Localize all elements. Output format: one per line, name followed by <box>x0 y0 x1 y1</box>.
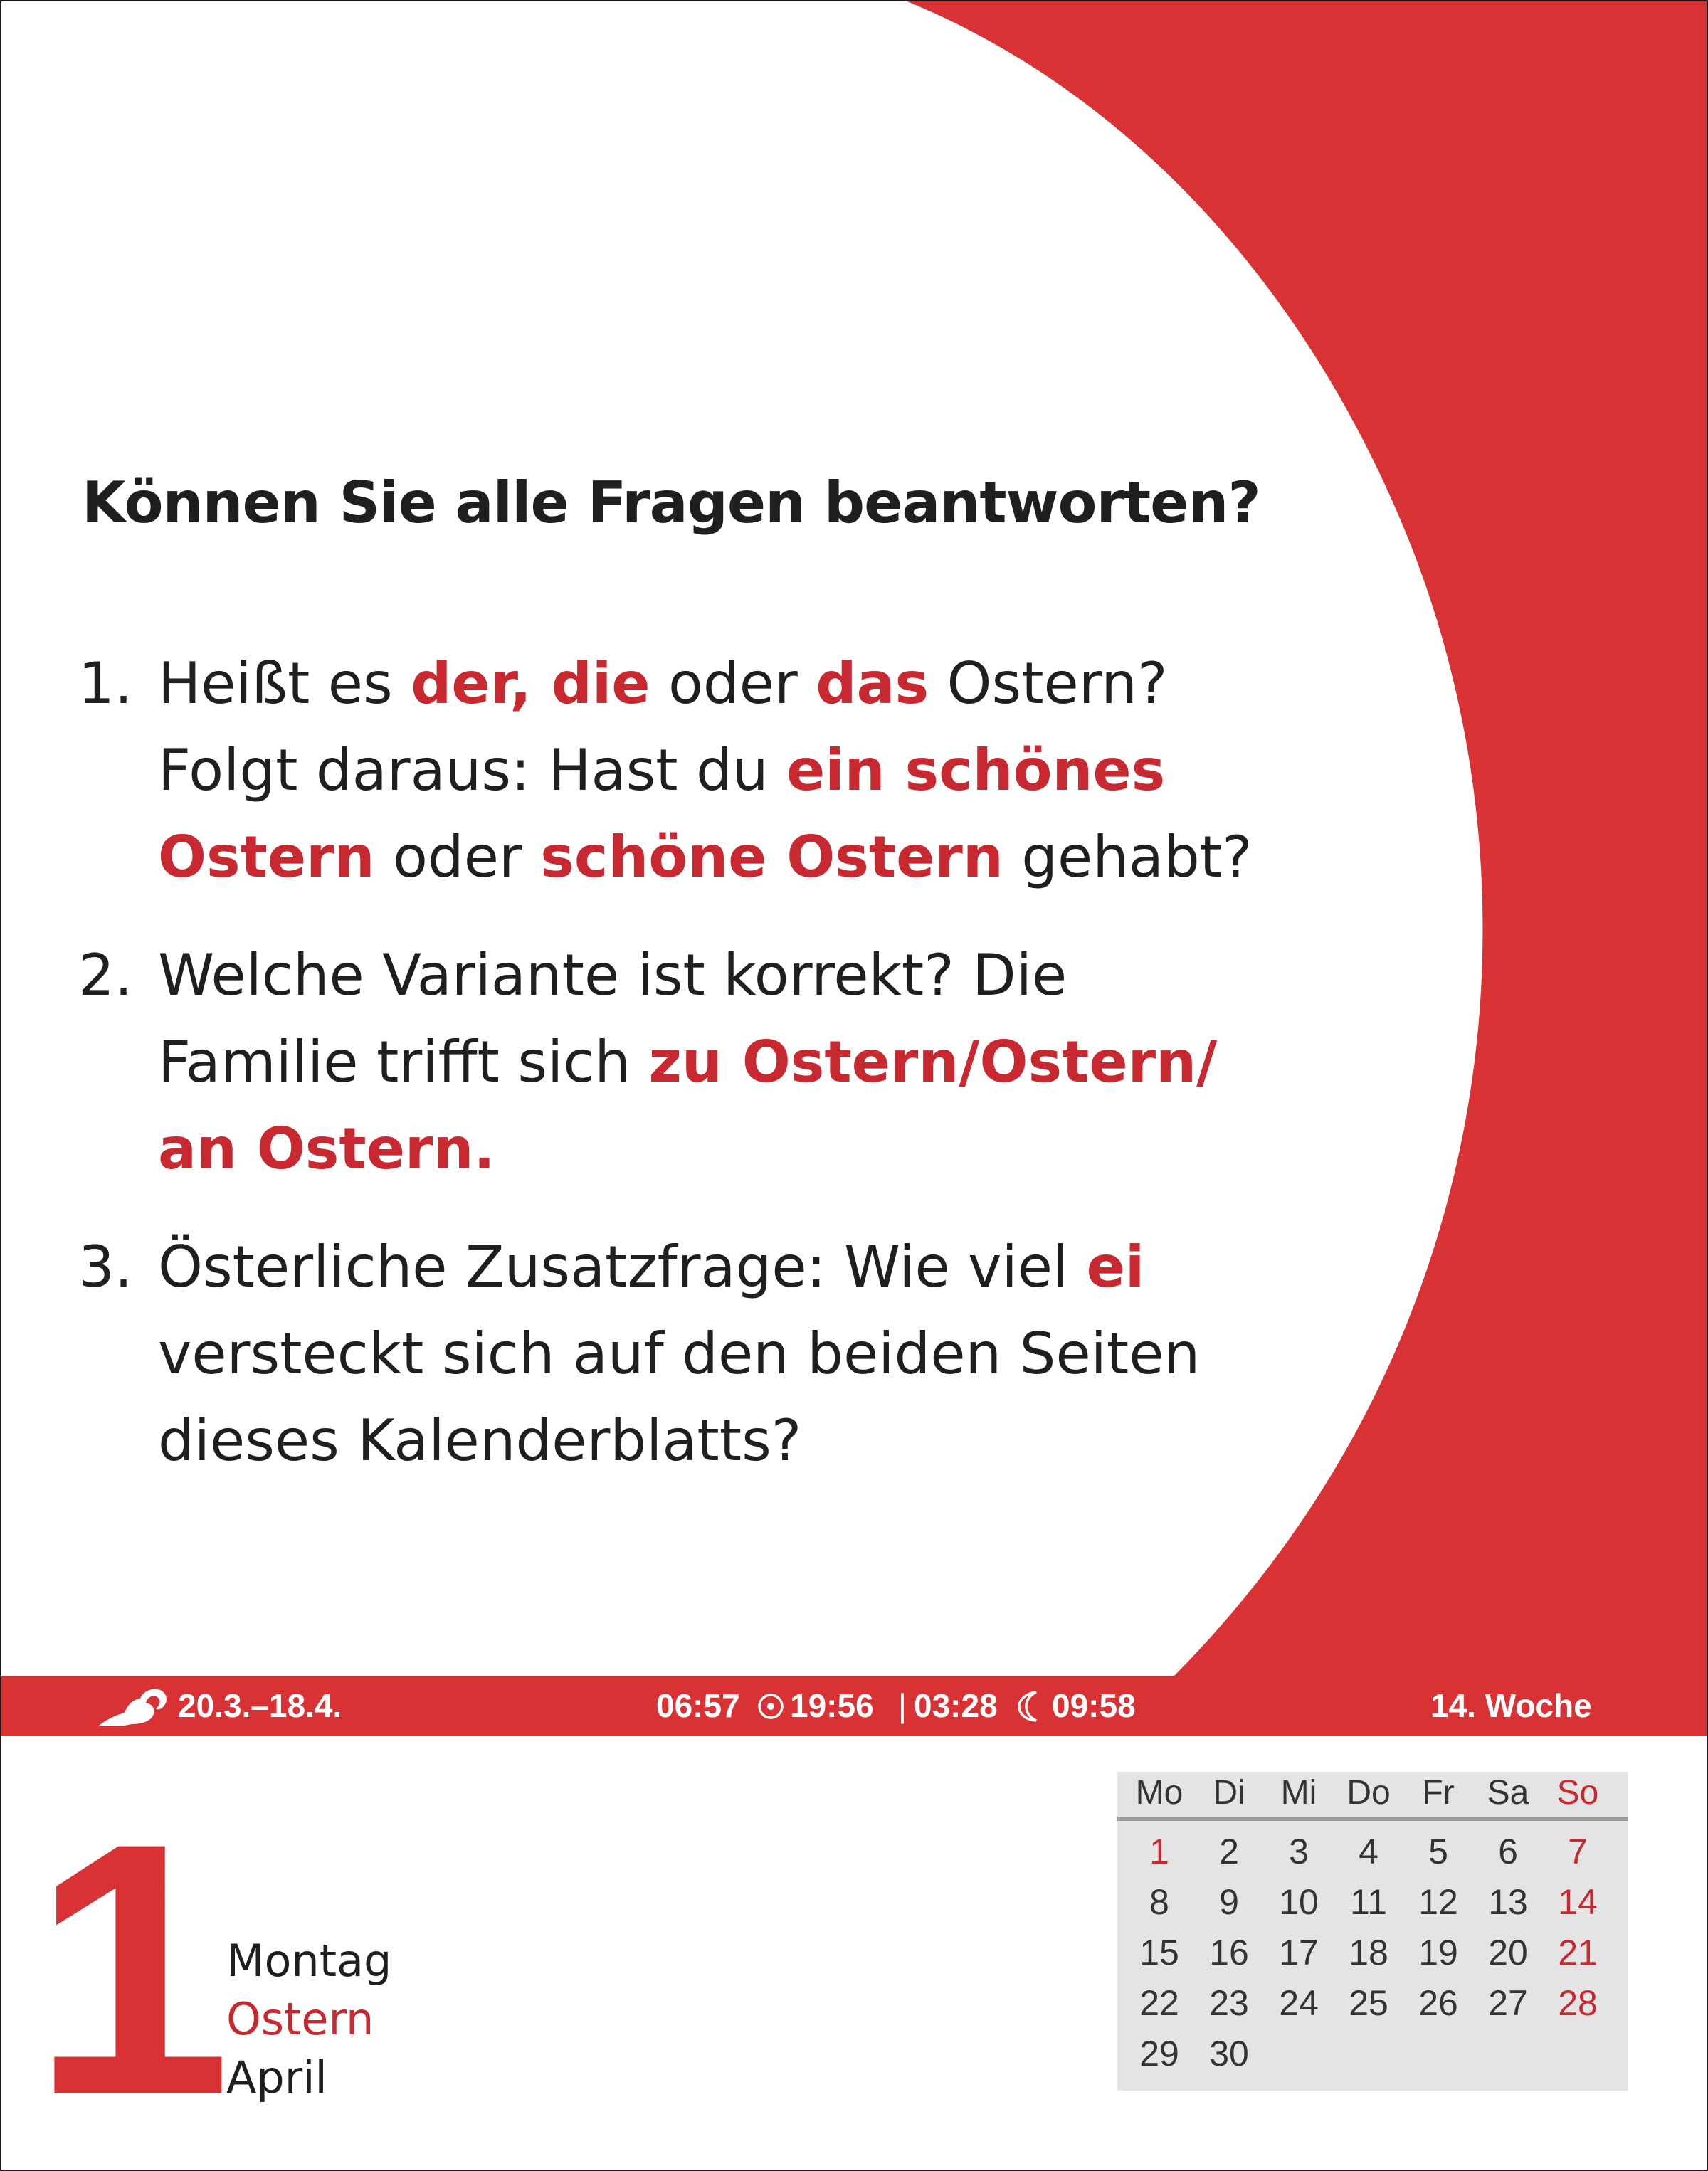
emphasis-text: das <box>816 650 929 717</box>
crescent-moon-icon <box>1018 1690 1042 1723</box>
info-bar <box>0 1676 1708 1736</box>
info-separator: | <box>898 1687 907 1724</box>
question-line <box>78 932 1217 1019</box>
question-text: Österliche Zusatzfrage: Wie viel <box>158 1234 1087 1300</box>
question-text: Folgt daraus: Hast du <box>158 737 786 803</box>
weekday-header: Sa <box>1487 1774 1529 1812</box>
question-text: Familie trifft sich <box>158 1029 649 1095</box>
calendar-day: 11 <box>1350 1882 1387 1922</box>
week-number: 14. Woche <box>1430 1687 1592 1724</box>
question-line <box>78 1224 1200 1311</box>
calendar-day: 20 <box>1488 1933 1528 1972</box>
calendar-day: 28 <box>1558 1983 1598 2023</box>
question-number: 2. <box>78 942 133 1008</box>
calendar-day: 9 <box>1219 1882 1239 1922</box>
weekday-header: Fr <box>1422 1774 1455 1812</box>
calendar-day: 24 <box>1279 1983 1319 2023</box>
zodiac-date-range: 20.3.–18.4. <box>178 1687 342 1724</box>
month-label: April <box>226 2051 327 2103</box>
ram-icon <box>96 1684 170 1728</box>
question-text: Heißt es <box>158 650 411 717</box>
emphasis-text: ein schönes <box>786 737 1166 803</box>
weekday-header: Mo <box>1135 1774 1184 1812</box>
calendar-day: 26 <box>1418 1983 1458 2023</box>
moonset-time: 09:58 <box>1052 1687 1136 1724</box>
sun-icon <box>757 1693 784 1720</box>
calendar-day: 23 <box>1209 1983 1249 2023</box>
weekday-header: So <box>1556 1774 1599 1812</box>
calendar-day: 14 <box>1558 1882 1598 1922</box>
question-number: 3. <box>78 1234 133 1300</box>
calendar-day: 3 <box>1289 1832 1309 1871</box>
question-2 <box>78 932 1217 1193</box>
calendar-day: 1 <box>1149 1832 1169 1871</box>
emphasis-text: der, die <box>411 650 650 717</box>
mini-calendar-divider <box>1117 1817 1628 1821</box>
mini-calendar <box>1117 1772 1628 2091</box>
mini-calendar-header <box>1117 1772 1628 1815</box>
question-1 <box>78 640 1253 901</box>
question-number: 1. <box>78 650 133 717</box>
question-line <box>78 1019 1217 1106</box>
calendar-day: 12 <box>1418 1882 1458 1922</box>
question-line <box>78 1106 1217 1193</box>
calendar-day: 19 <box>1418 1933 1458 1972</box>
day-number-text: 1 <box>31 1769 232 2170</box>
question-text: versteckt sich auf den beiden Seiten <box>158 1321 1201 1387</box>
calendar-day: 4 <box>1359 1832 1378 1871</box>
question-text: Ostern? <box>929 650 1168 717</box>
weekday-header: Do <box>1346 1774 1391 1812</box>
question-line <box>78 814 1253 901</box>
emphasis-text: Ostern <box>158 824 375 890</box>
emphasis-text: ei <box>1086 1234 1145 1300</box>
emphasis-text: zu Ostern/Ostern/ <box>648 1029 1218 1095</box>
weekday-label: Montag <box>226 1935 392 1987</box>
calendar-day: 13 <box>1488 1882 1528 1922</box>
calendar-day: 16 <box>1209 1933 1249 1972</box>
calendar-day: 15 <box>1139 1933 1179 1972</box>
calendar-day: 22 <box>1139 1983 1179 2023</box>
calendar-day: 21 <box>1558 1933 1598 1972</box>
holiday-label: Ostern <box>226 1993 374 2045</box>
calendar-day: 10 <box>1279 1882 1319 1922</box>
question-line <box>78 1398 1200 1484</box>
calendar-day: 6 <box>1498 1832 1518 1871</box>
calendar-day: 7 <box>1568 1832 1588 1871</box>
question-text: Welche Variante ist korrekt? Die <box>158 942 1068 1008</box>
calendar-day: 18 <box>1349 1933 1388 1972</box>
calendar-day: 25 <box>1349 1983 1388 2023</box>
calendar-day: 27 <box>1488 1983 1528 2023</box>
question-line <box>78 1311 1200 1398</box>
calendar-day: 8 <box>1149 1882 1169 1922</box>
sunrise-time: 06:57 <box>656 1687 740 1724</box>
calendar-day: 2 <box>1219 1832 1239 1871</box>
calendar-day: 17 <box>1279 1933 1319 1972</box>
question-line <box>78 727 1253 814</box>
sunset-time: 19:56 <box>790 1687 874 1724</box>
emphasis-text: an Ostern. <box>158 1116 495 1182</box>
moonrise-time: 03:28 <box>914 1687 998 1724</box>
weekday-header: Mi <box>1280 1774 1317 1812</box>
question-text: gehabt? <box>1003 824 1253 890</box>
calendar-day: 5 <box>1428 1832 1448 1871</box>
calendar-day: 29 <box>1139 2034 1179 2074</box>
weekday-header: Di <box>1213 1774 1245 1812</box>
question-text: oder <box>374 824 541 890</box>
day-info <box>226 1932 391 2107</box>
question-3 <box>78 1224 1200 1484</box>
question-line <box>78 640 1253 727</box>
calendar-day: 30 <box>1209 2034 1249 2074</box>
question-text: oder <box>650 650 816 717</box>
page-heading: Können Sie alle Fragen beantworten? <box>82 470 1260 536</box>
day-number <box>31 1769 232 2170</box>
question-text: dieses Kalenderblatts? <box>158 1407 802 1474</box>
emphasis-text: schöne Ostern <box>540 824 1003 890</box>
